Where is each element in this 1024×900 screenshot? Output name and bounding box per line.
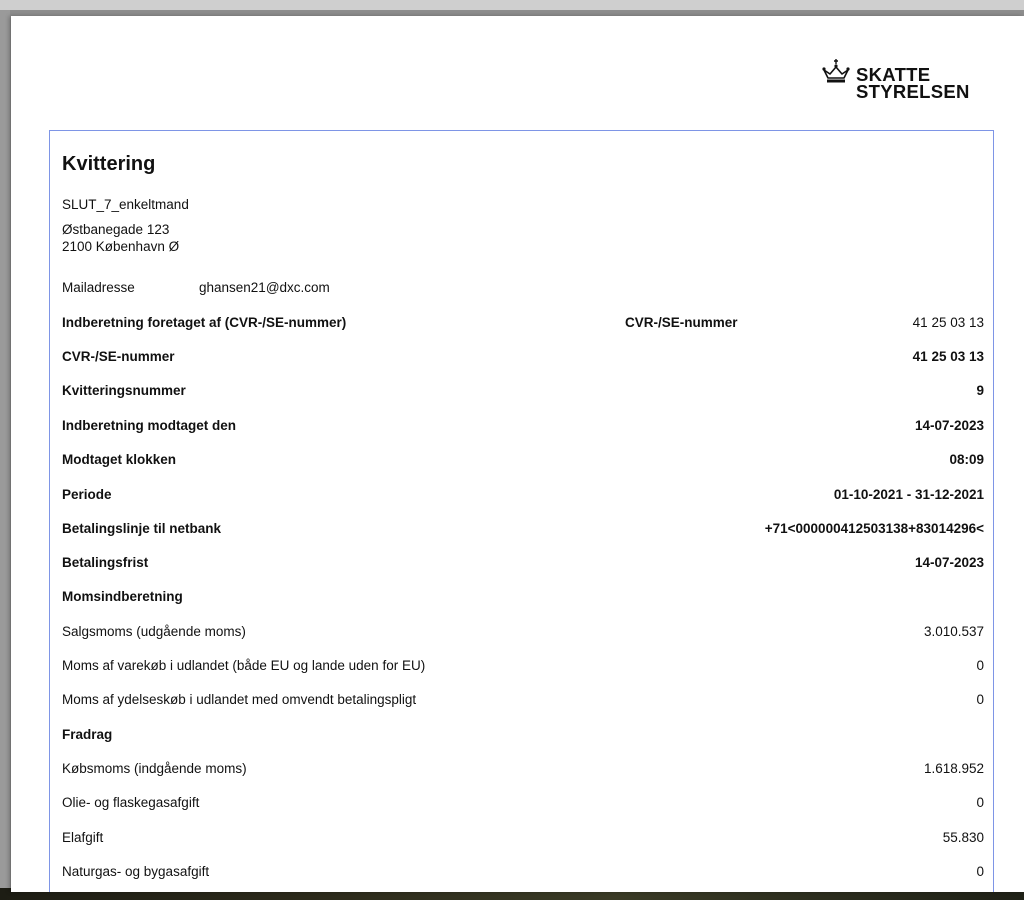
row-mid-label: CVR-/SE-nummer bbox=[625, 315, 738, 330]
skattestyrelsen-logo bbox=[821, 58, 991, 104]
receipt-page bbox=[11, 16, 1024, 892]
row-label: Olie- og flaskegasafgift bbox=[62, 795, 200, 810]
row-value: 3.010.537 bbox=[923, 624, 984, 639]
info-row bbox=[62, 555, 984, 573]
row-value: 0 bbox=[976, 658, 984, 673]
row-value: 08:09 bbox=[949, 452, 984, 467]
row-label: Modtaget klokken bbox=[62, 452, 177, 467]
row-label: Periode bbox=[62, 487, 112, 502]
mail-label: Mailadresse bbox=[62, 280, 135, 295]
row-label: Købsmoms (indgående moms) bbox=[62, 761, 247, 776]
company-name: SLUT_7_enkeltmand bbox=[62, 197, 189, 212]
fradrag-row bbox=[62, 761, 984, 779]
section-heading-moms: Momsindberetning bbox=[62, 589, 183, 604]
row-label: Indberetning foretaget af (CVR-/SE-nummer) bbox=[62, 315, 347, 330]
info-row bbox=[62, 349, 984, 367]
row-label: Naturgas- og bygasafgift bbox=[62, 864, 210, 879]
row-value: 41 25 03 13 bbox=[912, 349, 984, 364]
receipt-frame bbox=[49, 130, 994, 892]
address-street: Østbanegade 123 bbox=[62, 222, 170, 237]
row-value: 0 bbox=[976, 864, 984, 879]
moms-row bbox=[62, 658, 984, 676]
reported-by-row bbox=[62, 315, 984, 333]
moms-row bbox=[62, 624, 984, 642]
logo-wordmark: SKATTE STYRELSEN bbox=[856, 64, 970, 102]
row-label: Indberetning modtaget den bbox=[62, 418, 236, 433]
info-row bbox=[62, 487, 984, 505]
info-row bbox=[62, 452, 984, 470]
row-value: 0 bbox=[976, 692, 984, 707]
crown-icon bbox=[821, 58, 851, 86]
mail-value: ghansen21@dxc.com bbox=[199, 280, 330, 295]
row-label: Moms af ydelseskøb i udlandet med omvendt betalingspligt bbox=[62, 692, 417, 707]
row-value: 14-07-2023 bbox=[914, 418, 984, 433]
row-value: 41 25 03 13 bbox=[912, 315, 984, 330]
row-value: 9 bbox=[976, 383, 984, 398]
row-label: Betalingsfrist bbox=[62, 555, 149, 570]
row-label: Betalingslinje til netbank bbox=[62, 521, 222, 536]
row-label: Moms af varekøb i udlandet (både EU og lande uden for EU) bbox=[62, 658, 426, 673]
page-title: Kvittering bbox=[62, 153, 156, 175]
row-value: 0 bbox=[976, 795, 984, 810]
address-city: 2100 København Ø bbox=[62, 239, 180, 254]
row-value: 01-10-2021 - 31-12-2021 bbox=[833, 487, 984, 502]
fradrag-row bbox=[62, 830, 984, 848]
row-value: 14-07-2023 bbox=[914, 555, 984, 570]
info-row bbox=[62, 383, 984, 401]
row-label: Elafgift bbox=[62, 830, 104, 845]
moms-row bbox=[62, 692, 984, 710]
window-top-bar bbox=[0, 0, 1024, 10]
row-label: CVR-/SE-nummer bbox=[62, 349, 175, 364]
section-heading-fradrag: Fradrag bbox=[62, 727, 113, 742]
row-label: Kvitteringsnummer bbox=[62, 383, 186, 398]
info-row bbox=[62, 418, 984, 436]
row-label: Salgsmoms (udgående moms) bbox=[62, 624, 246, 639]
row-value: 55.830 bbox=[942, 830, 984, 845]
row-value: +71<000000412503138+83014296< bbox=[764, 521, 984, 536]
viewer-left-margin bbox=[0, 10, 10, 890]
fradrag-row bbox=[62, 795, 984, 813]
info-row bbox=[62, 521, 984, 539]
row-value: 1.618.952 bbox=[923, 761, 984, 776]
fradrag-row bbox=[62, 864, 984, 882]
